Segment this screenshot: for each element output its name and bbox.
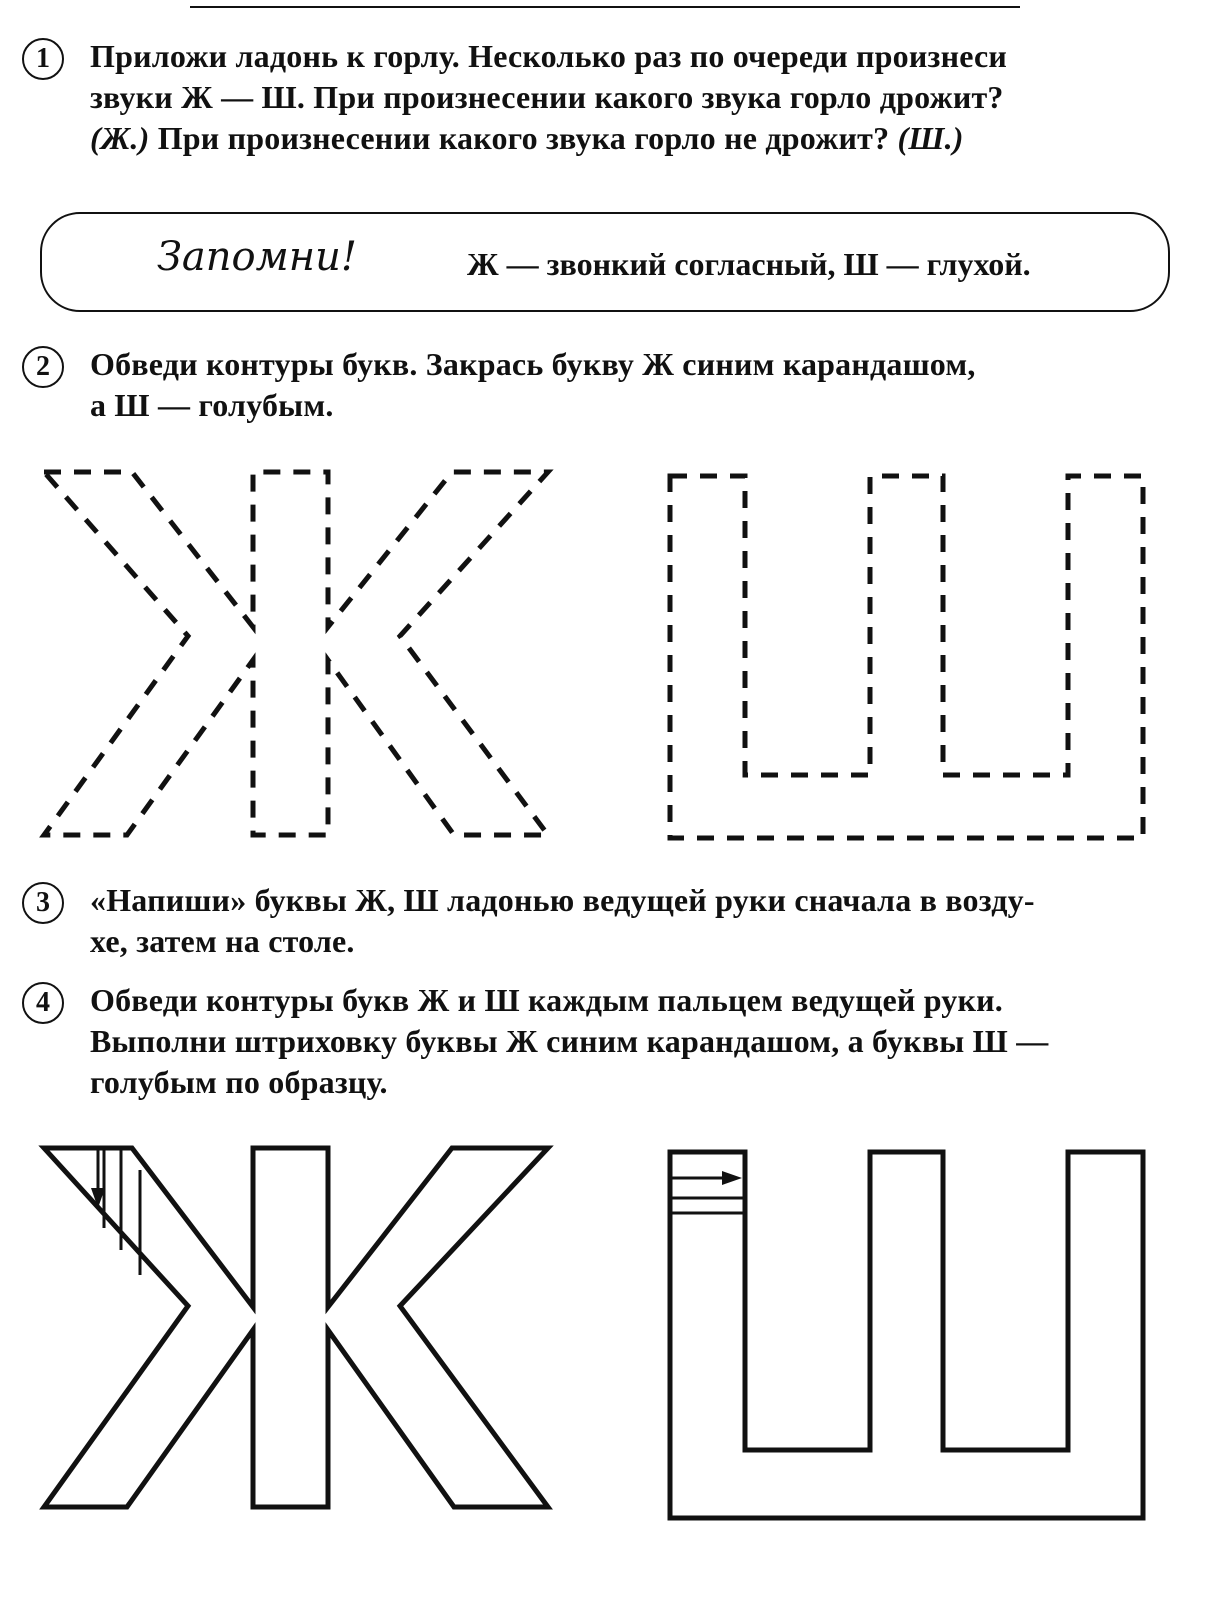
remember-text: Ж — звонкий согласный, Ш — глухой. bbox=[467, 246, 1031, 282]
task-line: а Ш — голубым. bbox=[90, 387, 334, 423]
task-4 bbox=[22, 980, 1182, 1103]
remember-box bbox=[40, 212, 1170, 312]
task-3 bbox=[22, 880, 1182, 962]
task-text bbox=[90, 344, 1182, 426]
hatching-sample-sha bbox=[670, 1198, 745, 1213]
task-text bbox=[90, 880, 1182, 962]
task-line: звуки Ж — Ш. При произнесении какого звука горло дрожит? bbox=[90, 79, 1004, 115]
task-line: голубым по образцу. bbox=[90, 1064, 388, 1100]
task-line: Обведи контуры букв Ж и Ш каждым пальцем ведущей руки. bbox=[90, 982, 1003, 1018]
dashed-letters bbox=[0, 450, 1226, 860]
dashed-letter-sha bbox=[670, 476, 1143, 838]
task-line: Выполни штриховку буквы Ж синим карандашом, а буквы Ш — bbox=[90, 1023, 1049, 1059]
dashed-letter-zh bbox=[44, 472, 548, 835]
task-line bbox=[90, 118, 1182, 159]
task-line: Обведи контуры букв. Закрась букву Ж синим карандашом, bbox=[90, 346, 976, 382]
answer: (Ж.) bbox=[90, 120, 150, 156]
solid-letter-sha bbox=[670, 1152, 1143, 1518]
right-arrow-icon bbox=[672, 1171, 742, 1185]
top-rule bbox=[190, 6, 1020, 8]
task-line: хе, затем на столе. bbox=[90, 923, 355, 959]
task-2 bbox=[22, 344, 1182, 426]
task-text bbox=[90, 980, 1182, 1103]
task-line: «Напиши» буквы Ж, Ш ладонью ведущей руки сначала в возду- bbox=[90, 882, 1035, 918]
solid-letters bbox=[0, 1130, 1226, 1550]
task-number: 2 bbox=[22, 346, 64, 388]
hatching-sample-zh bbox=[104, 1148, 140, 1275]
task-number: 3 bbox=[22, 882, 64, 924]
task-line-text: При произнесении какого звука горло не дрожит? bbox=[149, 120, 898, 156]
task-line: Приложи ладонь к горлу. Несколько раз по очереди произнеси bbox=[90, 38, 1008, 74]
task-number: 4 bbox=[22, 982, 64, 1024]
task-number: 1 bbox=[22, 38, 64, 80]
task-text bbox=[90, 36, 1182, 159]
task-1 bbox=[22, 36, 1182, 159]
remember-title: Запомни! bbox=[157, 234, 357, 280]
answer: (Ш.) bbox=[897, 120, 964, 156]
